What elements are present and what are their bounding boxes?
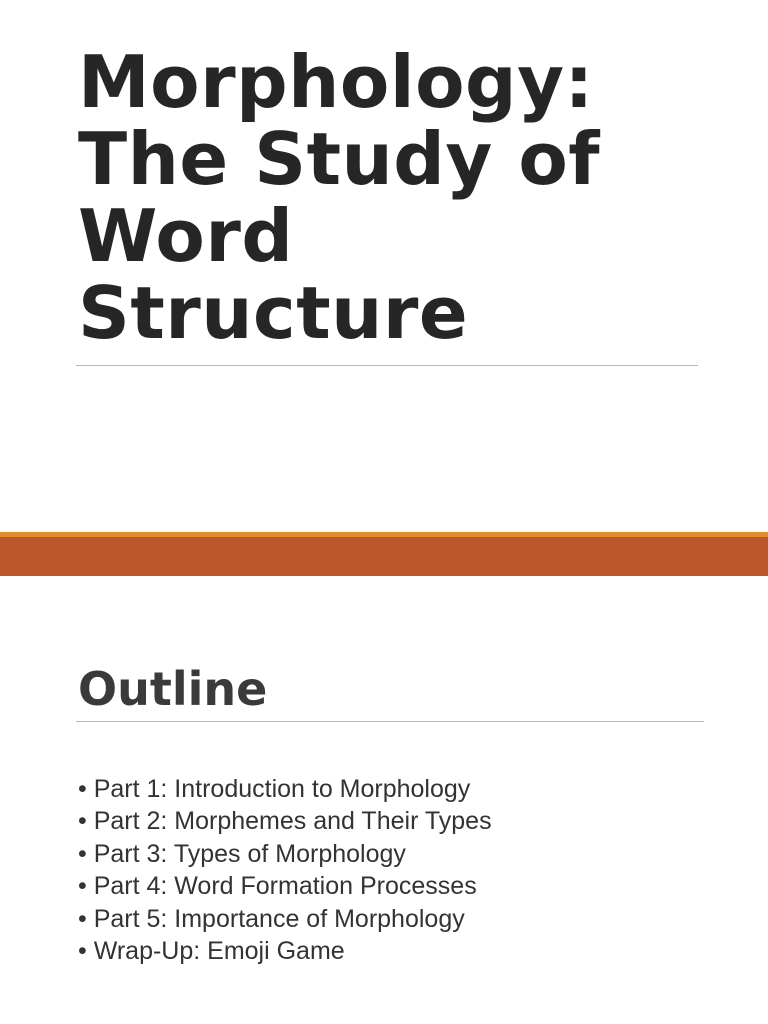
title-line: The Study of [78, 117, 601, 201]
title-divider-line [76, 365, 698, 366]
outline-item: • Part 4: Word Formation Processes [78, 872, 477, 901]
title-line: Morphology: [78, 40, 594, 124]
separator-accent-stripe [0, 532, 768, 537]
outline-item: • Part 1: Introduction to Morphology [78, 775, 471, 803]
slide-separator-band [0, 532, 768, 576]
outline-item: • Part 3: Types of Morphology [78, 839, 406, 868]
outline-item: • Part 5: Importance of Morphology [78, 904, 465, 933]
outline-item: • Part 2: Morphemes and Their Types [78, 807, 492, 836]
outline-item: • Wrap-Up: Emoji Game [78, 937, 345, 966]
slide-title [78, 40, 718, 355]
title-line: Structure [78, 271, 469, 355]
title-line: Word [78, 194, 294, 278]
outline-list [78, 773, 492, 967]
outline-heading: Outline [78, 662, 268, 716]
outline-divider-line [76, 721, 704, 722]
